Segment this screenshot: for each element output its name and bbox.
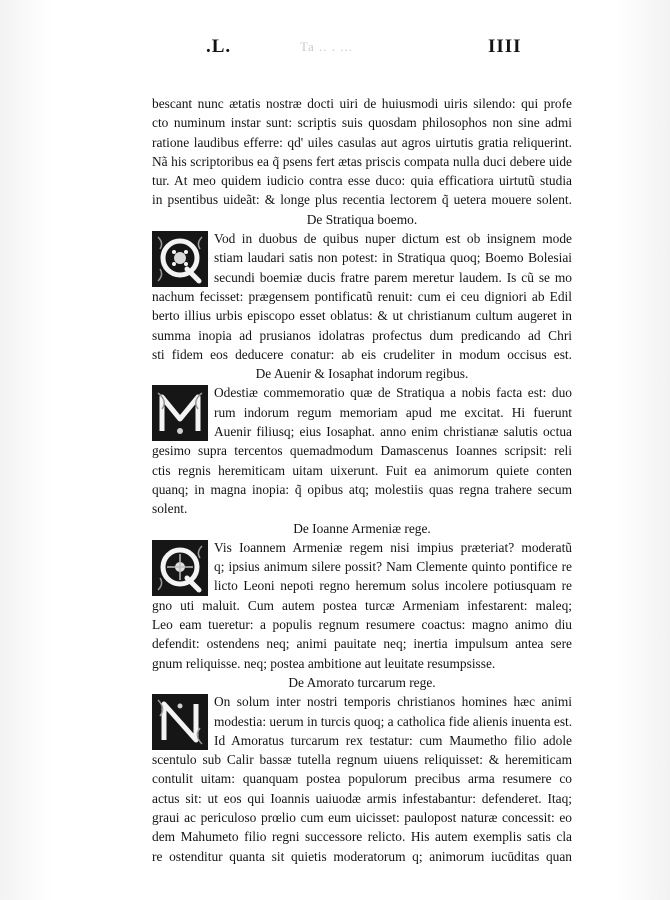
woodcut-initial-q-1 bbox=[154, 233, 206, 285]
woodcut-initial bbox=[152, 540, 208, 596]
text-line: quanq; in magna inopia: q̃ opibus atq; molestiis quas regna trahere secum bbox=[152, 481, 572, 497]
text-line: Vis Ioannem Armeniæ regem nisi impius præteriat? moderatũ bbox=[214, 539, 572, 555]
text-line: Nã his scriptoribus ea q̃ psens fert ætas priscis compata nulla duci debere uide bbox=[152, 153, 572, 169]
text-line: gesimo supra tercentos quemadmodum Damascenus Ioannes scripsit: reli bbox=[152, 443, 572, 459]
woodcut-initial-m bbox=[154, 387, 206, 439]
text-line: Odestiæ commemoratio quæ de Stratiqua a nobis facta est: duo bbox=[214, 385, 572, 401]
woodcut-initial-q-2 bbox=[154, 542, 206, 594]
text-line: scentulo sub Calir bassæ tutella regnum uiuens reliquisset: & heremiticam bbox=[152, 752, 572, 768]
section-heading: De Auenir & Iosaphat indorum regibus. bbox=[255, 366, 469, 382]
text-line: bescant nunc ætatis nostræ docti uiri de huiusmodi uiris silendo: qui profe bbox=[152, 96, 572, 111]
text-line: Vod in duobus de quibus nuper dictum est ob insignem mode bbox=[214, 231, 572, 247]
woodcut-initial bbox=[152, 694, 208, 750]
intro-paragraph bbox=[152, 94, 572, 210]
folio-left: .L. bbox=[206, 36, 232, 57]
text-line: gno uti maluit. Cum autem postea turcæ Armeniam infestarent: maleq; bbox=[152, 597, 572, 613]
text-line: On solum inter nostri temporis christianos homines hæc animi bbox=[214, 694, 572, 710]
text-line: ctis regnis heremiticam uitam uixerunt. Fuit ea animorum quiete conten bbox=[152, 462, 572, 478]
section-body bbox=[152, 383, 572, 518]
text-line: defendit: ostendens neq; animi pauitate neq; inertia impulsum antea sere bbox=[152, 636, 572, 652]
text-line: Auenir filiusq; eius Iosaphat. anno enim christianæ salutis octua bbox=[214, 424, 572, 440]
text-line: cto numinum instar sunt: scriptis suis quosdam philosophos non sine admi bbox=[152, 115, 572, 131]
text-line: tur. At meo quidem iudicio contra esse duco: quia efficatiora uirtutũ studia bbox=[152, 173, 572, 189]
running-title: Ta .. . ... bbox=[300, 39, 354, 54]
text-line: summa inopia ad prusianos idolatras profectus dum predicando ad Chri bbox=[152, 327, 572, 343]
section-body bbox=[152, 229, 572, 364]
section-heading: De Ioanne Armeniæ rege. bbox=[293, 520, 431, 536]
text-line: q; ipsius animum silere possit? Nam Clemente quinto pontifice re bbox=[214, 559, 572, 575]
text-line: stiam laudari satis non potest: in Stratiqua quoq; Boemo Bolesiai bbox=[214, 250, 572, 266]
section-heading: De Amorato turcarum rege. bbox=[288, 674, 436, 690]
text-line: dem Mahumeto filio regni successore relicto. His autem exemplis satis cla bbox=[152, 829, 572, 845]
text-line: sti fidem eos deducere conatur: ab eis crudeliter in modum occisus est. bbox=[152, 346, 572, 362]
woodcut-initial bbox=[152, 231, 208, 287]
text-line: actus sit: ut eos qui Ioannis uaiuodæ armis infestabantur: defenderet. Itaq; bbox=[152, 790, 572, 806]
text-line: Leo eam tueretur: a populis regnum resumere coactus: magno animo diu bbox=[152, 617, 572, 633]
text-block bbox=[152, 94, 572, 866]
text-line: re ostenditur quanta sit quietis moderatorum q; animorum iucūditas quan bbox=[152, 848, 572, 864]
text-line: Id Amoratus turcarum rex testatur: cum Maumetho filio adole bbox=[214, 732, 572, 748]
text-line: secundi boemiæ ducis fratre parem meretur laudem. Is cũ se mo bbox=[214, 269, 572, 285]
text-line: modestia: uerum in turcis quoq; a catholica fide alienis inuenta est. bbox=[214, 713, 572, 729]
text-line: ratione laudibus efferre: qd' uiles casulas aut agros uirtutis gratia reliquerint. bbox=[152, 134, 572, 150]
section-body bbox=[152, 692, 572, 866]
text-line: solent. bbox=[152, 501, 188, 517]
text-line: contulit uitam: quanquam postea populorum precibus arma resumere co bbox=[152, 771, 572, 787]
section-body bbox=[152, 538, 572, 673]
woodcut-initial bbox=[152, 385, 208, 441]
text-line: berto illius urbis episcopo esset oblatus: & ut christianum cultum augeret in bbox=[152, 308, 572, 324]
running-head bbox=[0, 36, 670, 60]
text-line: rum indorum regum memoriam apud me excitat. Hi fuerunt bbox=[214, 404, 572, 420]
text-line: licto Leoni nepoti regno heremum solus incolere potiusquam re bbox=[214, 578, 572, 594]
section-heading: De Stratiqua boemo. bbox=[306, 211, 418, 227]
woodcut-initial-n bbox=[154, 696, 206, 748]
text-line: gnum reliquisse. neq; postea ambitione aut leuitate resumpsisse. bbox=[152, 655, 496, 671]
text-line: nachum fecisset: prægensem pontificatũ renuit: cum ei ceu digniori ab Edil bbox=[152, 288, 572, 304]
text-line: graui ac periculoso prœlio cum eum uicisset: paulopost naturæ concessit: eo bbox=[152, 809, 572, 825]
folio-number: IIII bbox=[488, 36, 522, 57]
text-line: in psentibus uideãt: & longe plus recentia lectorem q̃ uetera mouere solent. bbox=[152, 192, 572, 208]
